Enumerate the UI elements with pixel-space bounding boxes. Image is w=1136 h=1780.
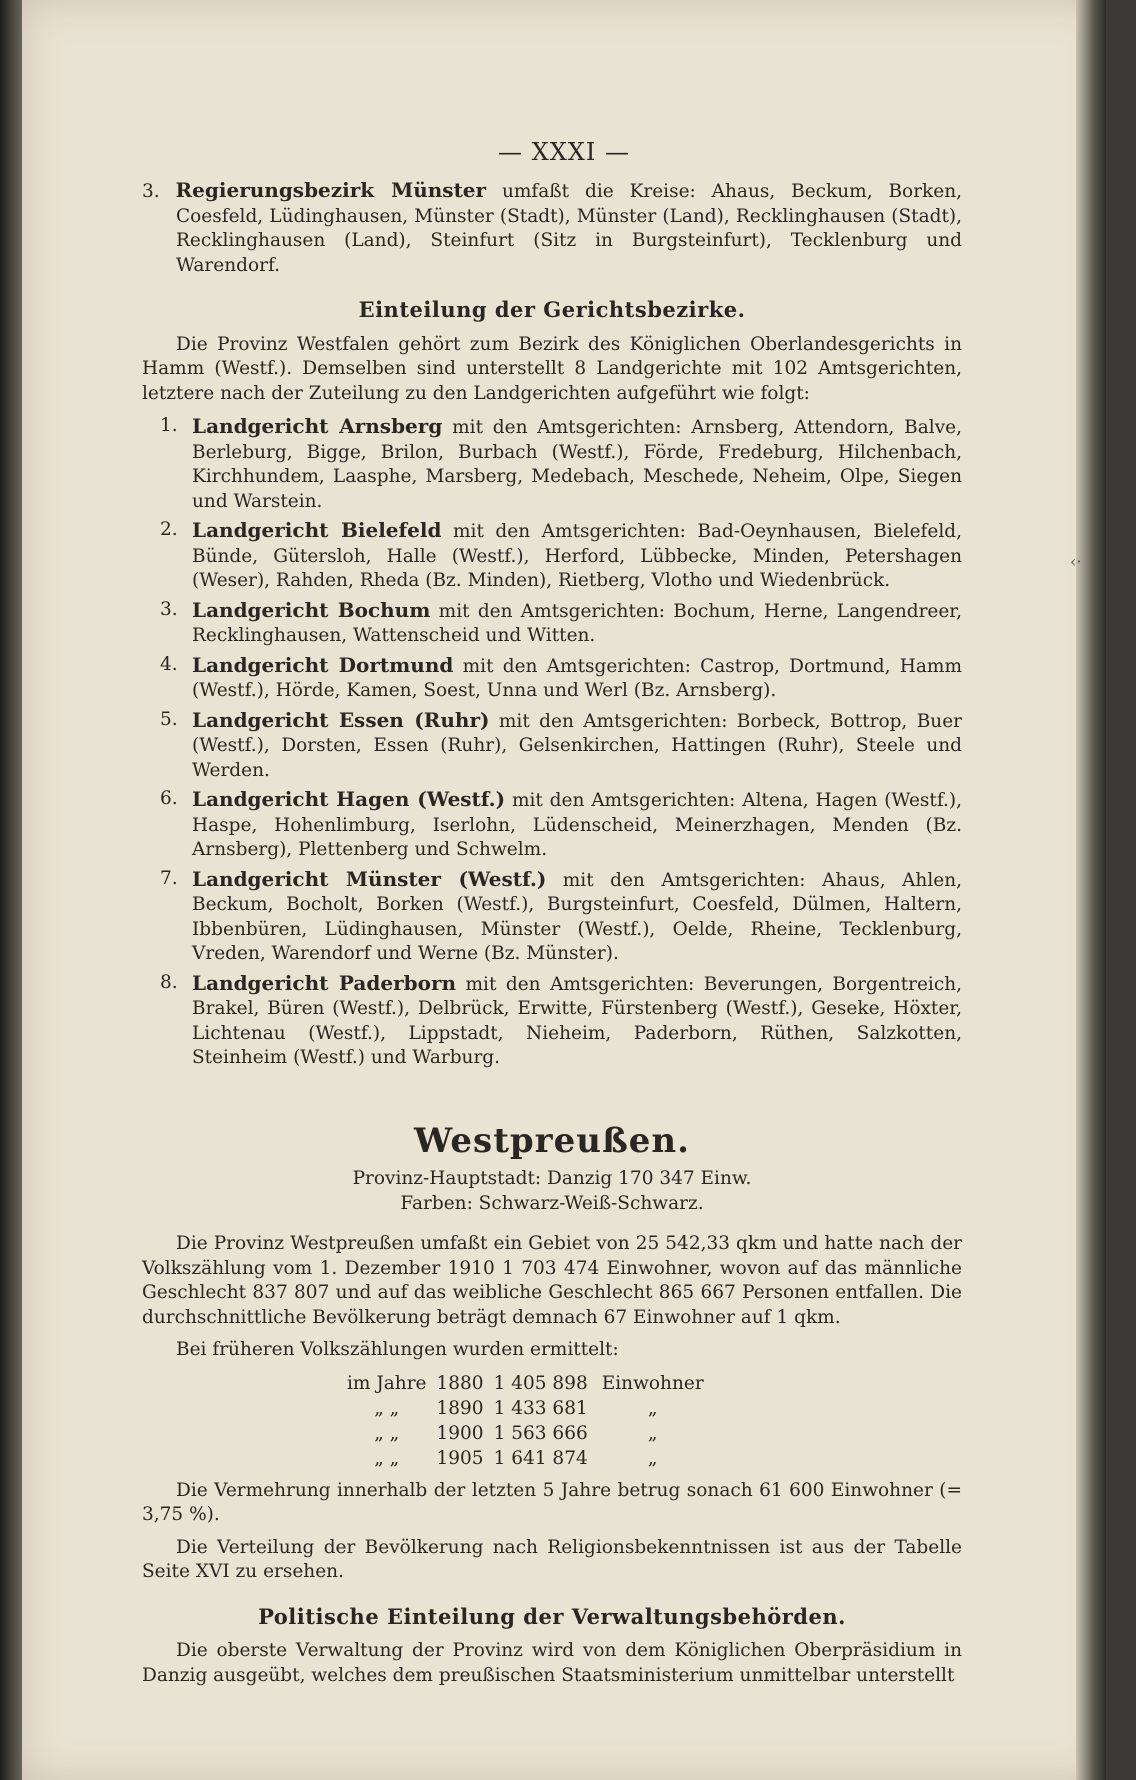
- census-value: 1 641 874: [493, 1447, 588, 1469]
- census-table: [347, 1371, 714, 1471]
- landgericht-name: Landgericht Bochum: [192, 597, 431, 622]
- landgericht-text: mit den Amtsgerichten: Altena, Hagen (Westf.), Haspe, Hohenlimburg, Iserlohn, Lüdenscheid, Meinerzhagen, Menden (Bz. Arnsberg), Plettenberg und Schwelm.: [192, 790, 962, 860]
- landgericht-name: Landgericht Paderborn: [192, 970, 457, 995]
- regierungsbezirk-paragraph: [142, 178, 962, 278]
- list-number: 6.: [160, 788, 178, 809]
- landgericht-text: mit den Amtsgerichten: Bochum, Herne, Langendreer, Recklinghausen, Wattenscheid und Witten.: [192, 600, 963, 646]
- census-prefix: „ „: [374, 1447, 400, 1469]
- landgericht-text: mit den Amtsgerichten: Borbeck, Bottrop, Buer (Westf.), Dorsten, Essen (Ruhr), Gelsenkirchen, Hattingen (Ruhr), Steele und Werden.: [192, 710, 963, 781]
- hauptstadt-line: Provinz-Hauptstadt: Danzig 170 347 Einw.: [352, 1168, 752, 1189]
- landgericht-name: Landgericht Bielefeld: [192, 518, 442, 542]
- list-number: 1.: [160, 415, 178, 436]
- census-prefix: im Jahre: [347, 1372, 427, 1394]
- margin-mark: ‹·: [1070, 552, 1082, 571]
- regierungsbezirk-number: 3.: [142, 181, 160, 202]
- regierungsbezirk-text: umfaßt die Kreise: Ahaus, Beckum, Borken, Coesfeld, Lüdinghausen, Münster (Stadt), Münster (Land), Recklinghausen (Stadt), Recklinghausen (Land), Steinfurt (Sitz in Burgsteinfurt), Tecklenburg und Warendorf.: [176, 181, 962, 276]
- landgericht-text: mit den Amtsgerichten: Beverungen, Borgentreich, Brakel, Büren (Westf.), Delbrück, Erwitte, Fürstenberg (Westf.), Geseke, Höxter, Lichtenau (Westf.), Lippstadt, Nieheim, Paderborn, Rüthen, Salzkotten, Steinheim (Westf.) und Warburg.: [192, 973, 963, 1068]
- list-item: [160, 866, 962, 967]
- list-number: 5.: [160, 708, 178, 730]
- list-item: [160, 597, 963, 649]
- landgericht-list: [160, 414, 963, 1071]
- landgericht-text: mit den Amtsgerichten: Bad-Oeynhausen, Bielefeld, Bünde, Gütersloh, Halle (Westf.), Herford, Lübbecke, Minden, Petershagen (Weser), Rahden, Rheda (Bz. Minden), Rietberg, Vlotho und Wiedenbrück.: [192, 521, 962, 591]
- landgericht-name: Landgericht Münster (Westf.): [192, 866, 547, 891]
- westpreussen-paragraph-1: Die Provinz Westpreußen umfaßt ein Gebiet von 25 542,33 qkm und hatte nach der Volkszählung vom 1. Dezember 1910 1 703 474 Einwohner, wovon auf das männliche Geschlecht 837 807 und auf das weibliche Geschlecht 865 667 Personen entfallen. Die durchschnittliche Bevölkerung beträgt demnach 67 Einwohner auf 1 qkm.: [142, 1233, 962, 1328]
- westpreussen-paragraph-3: Die Vermehrung innerhalb der letzten 5 Jahre betrug sonach 61 600 Einwohner (= 3,75 %).: [142, 1479, 962, 1525]
- westpreussen-title: Westpreußen.: [414, 1120, 690, 1161]
- landgericht-text: mit den Amtsgerichten: Arnsberg, Attendorn, Balve, Berleburg, Bigge, Brilon, Burbach (Westf.), Förde, Fredeburg, Hilchenbach, Kirchhundem, Laasphe, Marsberg, Medebach, Meschede, Neheim, Olpe, Siegen und Warstein.: [192, 417, 962, 512]
- landgericht-text: mit den Amtsgerichten: Castrop, Dortmund, Hamm (Westf.), Hörde, Kamen, Soest, Unna und Werl (Bz. Arnsberg).: [192, 655, 962, 701]
- census-unit: „: [647, 1397, 658, 1419]
- gerichtsbezirke-heading: Einteilung der Gerichtsbezirke.: [358, 297, 746, 322]
- westpreussen-paragraph-5: Die oberste Verwaltung der Provinz wird von dem Königlichen Oberpräsidium in Danzig ausgeübt, welches dem preußischen Staatsministerium unmittelbar unterstellt: [142, 1640, 962, 1686]
- westpreussen-paragraph-4: Die Verteilung der Bevölkerung nach Religionsbekenntnissen ist aus der Tabelle Seite XVI zu ersehen.: [142, 1536, 962, 1582]
- page-content: [142, 130, 962, 1688]
- census-year: 1905: [436, 1447, 484, 1469]
- table-row: [347, 1421, 714, 1446]
- census-unit: Einwohner: [601, 1372, 704, 1394]
- list-item: [160, 970, 963, 1071]
- landgericht-name: Landgericht Essen (Ruhr): [192, 707, 490, 732]
- list-number: 8.: [160, 971, 178, 993]
- census-value: 1 433 681: [493, 1397, 588, 1419]
- list-item: [160, 518, 962, 594]
- census-year: 1890: [436, 1397, 484, 1419]
- regierungsbezirk-title: Regierungsbezirk Münster: [175, 178, 487, 202]
- census-unit: „: [647, 1422, 658, 1444]
- document-page: [22, 0, 1106, 1780]
- census-year: 1900: [436, 1422, 484, 1444]
- book-spine: [0, 0, 22, 1780]
- gerichtsbezirke-intro: Die Provinz Westfalen gehört zum Bezirk des Königlichen Oberlandesgerichts in Hamm (Westf.). Demselben sind unterstellt 8 Landgerichte mit 102 Amtsgerichten, letztere nach der Zuteilung zu den Landgerichten aufgeführt wie folgt:: [142, 333, 962, 404]
- list-item: [160, 652, 962, 704]
- list-item: [160, 707, 963, 784]
- census-year: 1880: [436, 1372, 484, 1394]
- page-number: — XXXI —: [498, 138, 630, 166]
- landgericht-name: Landgericht Arnsberg: [192, 414, 443, 438]
- list-item: [160, 414, 962, 514]
- list-item: [160, 787, 962, 863]
- census-prefix: „ „: [374, 1397, 400, 1419]
- table-row: [347, 1446, 714, 1471]
- landgericht-text: mit den Amtsgerichten: Ahaus, Ahlen, Beckum, Bocholt, Borken (Westf.), Burgsteinfurt, Coesfeld, Dülmen, Haltern, Ibbenbüren, Lüdinghausen, Münster (Westf.), Oelde, Rheine, Tecklenburg, Vreden, Warendorf und Werne (Bz. Münster).: [192, 869, 962, 964]
- list-number: 3.: [160, 598, 178, 620]
- census-value: 1 563 666: [493, 1422, 588, 1444]
- landgericht-name: Landgericht Hagen (Westf.): [192, 787, 506, 811]
- table-row: [347, 1396, 714, 1421]
- census-unit: „: [647, 1447, 658, 1469]
- list-number: 7.: [160, 867, 178, 889]
- farben-line: Farben: Schwarz-Weiß-Schwarz.: [400, 1192, 704, 1214]
- census-value: 1 405 898: [493, 1372, 588, 1394]
- westpreussen-paragraph-2: Bei früheren Volkszählungen wurden ermittelt:: [176, 1339, 619, 1360]
- landgericht-name: Landgericht Dortmund: [192, 652, 454, 677]
- page-edge: [1076, 0, 1106, 1780]
- list-number: 2.: [160, 519, 178, 540]
- list-number: 4.: [160, 653, 178, 675]
- table-row: [347, 1371, 714, 1396]
- verwaltung-heading: Politische Einteilung der Verwaltungsbehörden.: [258, 1603, 846, 1629]
- census-prefix: „ „: [374, 1422, 400, 1444]
